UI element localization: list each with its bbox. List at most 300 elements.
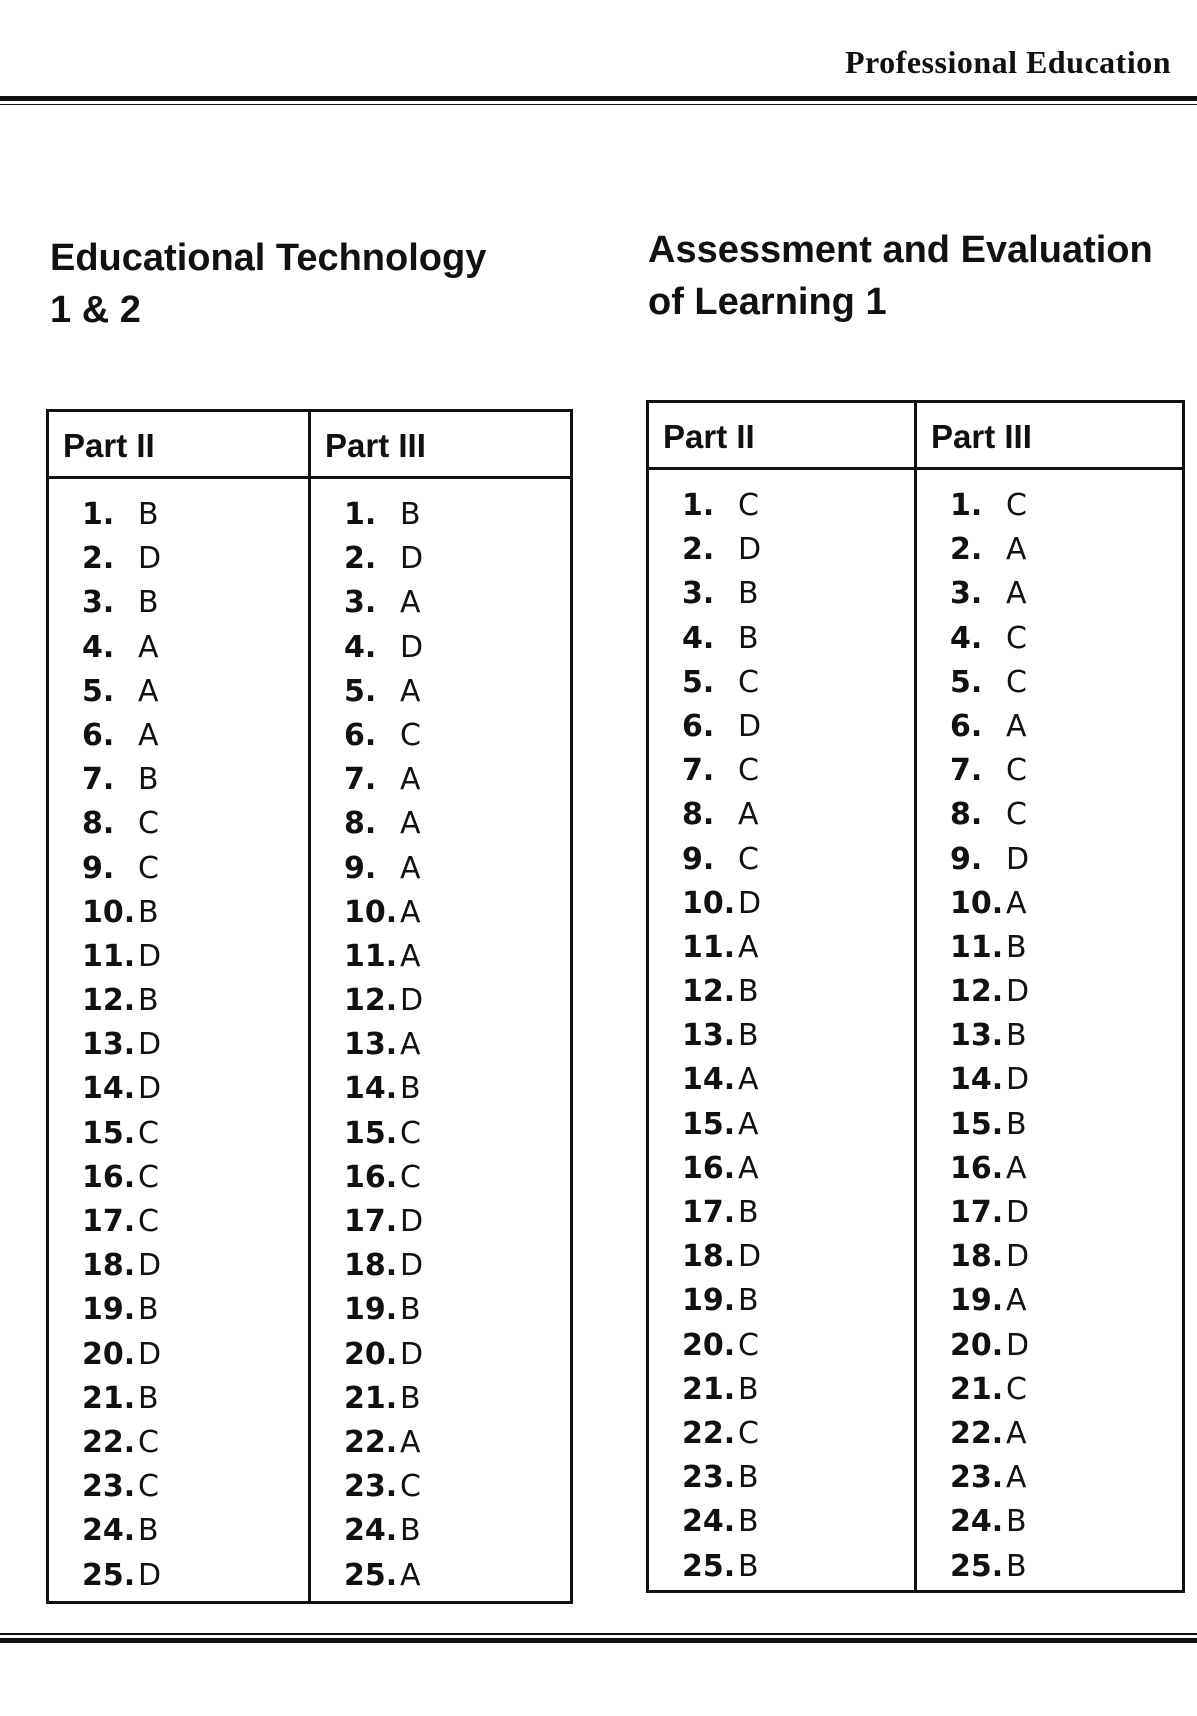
item-answer: B — [738, 1195, 759, 1230]
item-answer: C — [138, 850, 159, 886]
answer-item — [344, 1377, 569, 1421]
answer-item — [682, 1368, 913, 1412]
answer-item — [344, 581, 569, 625]
answer-item — [950, 970, 1181, 1014]
item-answer: C — [138, 1469, 159, 1505]
item-number: 20. — [950, 1327, 1004, 1363]
item-number: 24. — [344, 1513, 398, 1549]
item-number: 18. — [950, 1239, 1004, 1275]
item-answer: C — [1006, 753, 1027, 789]
answer-item — [82, 802, 307, 846]
answer-item — [82, 670, 307, 714]
item-answer: B — [738, 1548, 759, 1584]
item-number: 14. — [682, 1062, 736, 1098]
item-answer: A — [138, 629, 159, 665]
item-answer: A — [400, 762, 421, 798]
answer-item — [82, 979, 307, 1023]
item-answer: B — [400, 1071, 421, 1107]
item-answer: C — [738, 664, 759, 700]
item-answer: A — [738, 1106, 759, 1142]
item-answer: A — [138, 717, 159, 753]
item-answer: D — [1006, 1195, 1030, 1230]
item-answer: A — [400, 850, 421, 886]
answer-item — [950, 1147, 1181, 1191]
item-number: 2. — [950, 532, 983, 568]
item-answer: D — [1006, 1239, 1030, 1275]
section-title-line2: of Learning 1 — [648, 281, 887, 323]
item-number: 23. — [344, 1469, 398, 1505]
item-number: 20. — [344, 1336, 398, 1372]
section-title-line2: 1 & 2 — [50, 289, 141, 331]
item-number: 23. — [82, 1469, 136, 1505]
item-answer: A — [400, 673, 421, 709]
answer-item — [82, 1421, 307, 1465]
answer-item — [82, 1067, 307, 1111]
answer-item — [82, 935, 307, 979]
item-number: 24. — [682, 1504, 736, 1540]
item-number: 17. — [682, 1195, 736, 1230]
item-answer: A — [1006, 1150, 1027, 1186]
item-number: 11. — [344, 938, 398, 974]
answer-item — [682, 1545, 913, 1589]
answer-item — [682, 1279, 913, 1323]
answer-item — [950, 1191, 1181, 1235]
answer-item — [682, 1324, 913, 1368]
item-answer: B — [400, 1292, 421, 1328]
item-number: 14. — [344, 1071, 398, 1107]
item-answer: B — [138, 497, 159, 532]
column-header-part-ii: Part II — [48, 411, 310, 478]
answer-item — [950, 1103, 1181, 1147]
item-number: 22. — [682, 1415, 736, 1451]
section-title-assessment-evaluation — [648, 224, 1153, 328]
answer-item — [82, 493, 307, 537]
answer-item — [82, 1023, 307, 1067]
item-answer: C — [400, 1115, 421, 1151]
item-number: 16. — [950, 1150, 1004, 1186]
item-number: 5. — [344, 673, 377, 709]
item-answer: A — [1006, 532, 1027, 568]
item-number: 7. — [82, 762, 115, 798]
item-number: 16. — [82, 1159, 136, 1195]
answer-item — [682, 1191, 913, 1235]
item-answer: B — [1006, 1504, 1027, 1540]
item-answer: C — [738, 1415, 759, 1451]
answer-item — [82, 537, 307, 581]
answer-item — [344, 1333, 569, 1377]
answer-item — [82, 1156, 307, 1200]
item-answer: D — [138, 1248, 162, 1284]
answer-item — [344, 979, 569, 1023]
item-number: 12. — [950, 974, 1004, 1010]
item-answer: C — [1006, 1371, 1027, 1407]
item-answer: A — [400, 806, 421, 842]
item-number: 1. — [950, 488, 983, 523]
answer-item — [950, 1545, 1181, 1589]
answer-item — [344, 1554, 569, 1598]
answer-item — [682, 1103, 913, 1147]
item-answer: C — [1006, 797, 1027, 833]
item-number: 23. — [682, 1460, 736, 1496]
item-answer: A — [1006, 708, 1027, 744]
answer-column — [916, 469, 1184, 1592]
item-answer: D — [400, 1204, 424, 1239]
item-number: 6. — [950, 708, 983, 744]
answer-item — [682, 528, 913, 572]
answer-item — [82, 1377, 307, 1421]
answer-item — [950, 705, 1181, 749]
item-answer: D — [138, 1557, 162, 1593]
item-number: 16. — [682, 1150, 736, 1186]
item-number: 19. — [950, 1283, 1004, 1319]
item-number: 11. — [82, 938, 136, 974]
answer-item — [682, 926, 913, 970]
item-number: 12. — [82, 983, 136, 1019]
item-number: 7. — [950, 753, 983, 789]
item-number: 4. — [82, 629, 115, 665]
item-answer: D — [738, 1239, 762, 1275]
item-number: 21. — [950, 1371, 1004, 1407]
item-number: 22. — [344, 1424, 398, 1460]
item-answer: C — [738, 488, 759, 523]
item-number: 18. — [344, 1248, 398, 1284]
item-answer: D — [738, 885, 762, 921]
section-title-line1: Educational Technology — [50, 237, 487, 279]
item-number: 2. — [344, 541, 377, 577]
item-number: 1. — [82, 497, 115, 532]
item-number: 12. — [344, 983, 398, 1019]
item-number: 18. — [682, 1239, 736, 1275]
answer-item — [950, 882, 1181, 926]
item-number: 7. — [682, 753, 715, 789]
item-answer: B — [400, 497, 421, 532]
item-answer: B — [400, 1513, 421, 1549]
answer-item — [682, 793, 913, 837]
answer-item — [950, 528, 1181, 572]
answer-item — [682, 705, 913, 749]
answer-item — [344, 1200, 569, 1244]
answer-item — [950, 1058, 1181, 1102]
item-answer: D — [400, 1336, 424, 1372]
item-answer: D — [738, 708, 762, 744]
item-answer: D — [400, 629, 424, 665]
answer-item — [344, 1288, 569, 1332]
item-answer: B — [738, 1504, 759, 1540]
item-number: 14. — [82, 1071, 136, 1107]
answer-item — [682, 1014, 913, 1058]
item-number: 13. — [82, 1027, 136, 1063]
answer-item — [82, 1465, 307, 1509]
item-answer: B — [138, 585, 159, 621]
item-answer: C — [138, 1159, 159, 1195]
item-number: 11. — [950, 929, 1004, 965]
item-answer: A — [400, 1027, 421, 1063]
answer-item — [950, 1412, 1181, 1456]
item-answer: A — [400, 1424, 421, 1460]
item-number: 2. — [82, 541, 115, 577]
answer-column — [648, 469, 916, 1592]
item-number: 9. — [344, 850, 377, 886]
item-number: 19. — [82, 1292, 136, 1328]
item-number: 19. — [682, 1283, 736, 1319]
answer-item — [82, 1244, 307, 1288]
item-number: 23. — [950, 1460, 1004, 1496]
item-number: 10. — [82, 894, 136, 930]
item-number: 6. — [344, 717, 377, 753]
item-number: 5. — [950, 664, 983, 700]
item-answer: C — [738, 1327, 759, 1363]
item-answer: A — [1006, 576, 1027, 612]
item-answer: C — [1006, 664, 1027, 700]
answer-item — [344, 493, 569, 537]
item-answer: C — [400, 717, 421, 753]
item-answer: B — [1006, 1106, 1027, 1142]
answer-item — [682, 617, 913, 661]
item-number: 21. — [82, 1380, 136, 1416]
item-answer: C — [138, 806, 159, 842]
item-number: 17. — [82, 1204, 136, 1239]
item-answer: A — [738, 929, 759, 965]
answer-item — [950, 793, 1181, 837]
item-number: 24. — [950, 1504, 1004, 1540]
item-number: 3. — [682, 576, 715, 612]
answer-column — [310, 478, 572, 1603]
item-answer: A — [738, 1062, 759, 1098]
item-number: 14. — [950, 1062, 1004, 1098]
answer-item — [682, 1500, 913, 1544]
answer-item — [344, 1112, 569, 1156]
bottom-rule — [0, 1633, 1197, 1643]
item-answer: D — [138, 1336, 162, 1372]
item-number: 19. — [344, 1292, 398, 1328]
item-number: 3. — [950, 576, 983, 612]
answer-item — [82, 1333, 307, 1377]
item-number: 13. — [344, 1027, 398, 1063]
answer-item — [950, 572, 1181, 616]
answer-item — [950, 1368, 1181, 1412]
item-number: 17. — [344, 1204, 398, 1239]
answer-item — [950, 617, 1181, 661]
answer-item — [682, 1058, 913, 1102]
answer-item — [682, 572, 913, 616]
item-answer: B — [138, 894, 159, 930]
item-number: 3. — [82, 585, 115, 621]
item-answer: A — [400, 938, 421, 974]
answer-item — [344, 670, 569, 714]
item-answer: C — [1006, 620, 1027, 656]
item-answer: C — [138, 1115, 159, 1151]
answer-item — [682, 882, 913, 926]
top-rule — [0, 96, 1197, 105]
answer-item — [82, 758, 307, 802]
answer-item — [344, 1421, 569, 1465]
answer-item — [344, 802, 569, 846]
item-answer: A — [1006, 1283, 1027, 1319]
item-number: 8. — [82, 806, 115, 842]
item-number: 6. — [82, 717, 115, 753]
item-number: 8. — [344, 806, 377, 842]
item-number: 18. — [82, 1248, 136, 1284]
item-number: 15. — [950, 1106, 1004, 1142]
item-number: 3. — [344, 585, 377, 621]
answer-item — [344, 1244, 569, 1288]
item-number: 9. — [82, 850, 115, 886]
item-answer: A — [1006, 885, 1027, 921]
column-header-part-iii: Part III — [310, 411, 572, 478]
answer-item — [82, 1509, 307, 1553]
item-number: 15. — [82, 1115, 136, 1151]
item-number: 1. — [682, 488, 715, 523]
item-answer: B — [138, 1513, 159, 1549]
item-answer: D — [138, 1027, 162, 1063]
item-answer: B — [738, 1460, 759, 1496]
item-number: 13. — [682, 1018, 736, 1054]
answer-item — [344, 1023, 569, 1067]
item-number: 10. — [950, 885, 1004, 921]
answer-item — [344, 935, 569, 979]
item-answer: D — [1006, 841, 1030, 877]
item-number: 9. — [682, 841, 715, 877]
answer-item — [82, 1112, 307, 1156]
answer-item — [950, 1500, 1181, 1544]
item-answer: A — [400, 1557, 421, 1593]
answer-item — [344, 1509, 569, 1553]
answer-item — [82, 1554, 307, 1598]
answer-item — [950, 1235, 1181, 1279]
item-number: 2. — [682, 532, 715, 568]
answer-item — [82, 1288, 307, 1332]
answer-item — [344, 1156, 569, 1200]
item-number: 22. — [82, 1424, 136, 1460]
answer-item — [950, 1324, 1181, 1368]
answer-item — [344, 891, 569, 935]
answer-item — [344, 537, 569, 581]
item-answer: B — [738, 974, 759, 1010]
item-answer: B — [738, 1371, 759, 1407]
item-answer: B — [138, 1380, 159, 1416]
item-number: 22. — [950, 1415, 1004, 1451]
item-answer: A — [1006, 1460, 1027, 1496]
answer-item — [682, 749, 913, 793]
item-number: 5. — [682, 664, 715, 700]
item-answer: B — [738, 576, 759, 612]
column-header-part-ii: Part II — [648, 402, 916, 469]
item-number: 4. — [682, 620, 715, 656]
item-answer: B — [138, 762, 159, 798]
item-answer: D — [1006, 1327, 1030, 1363]
item-number: 10. — [344, 894, 398, 930]
item-number: 4. — [344, 629, 377, 665]
section-title-educational-technology — [50, 232, 486, 336]
item-number: 6. — [682, 708, 715, 744]
running-head: Professional Education — [845, 44, 1171, 80]
item-number: 20. — [82, 1336, 136, 1372]
answer-item — [950, 1456, 1181, 1500]
item-answer: B — [1006, 1548, 1027, 1584]
item-answer: B — [1006, 929, 1027, 965]
item-number: 5. — [82, 673, 115, 709]
item-answer: D — [1006, 1062, 1030, 1098]
item-number: 11. — [682, 929, 736, 965]
item-answer: C — [400, 1469, 421, 1505]
answer-item — [82, 714, 307, 758]
item-answer: B — [738, 1283, 759, 1319]
item-number: 20. — [682, 1327, 736, 1363]
answer-item — [950, 926, 1181, 970]
item-answer: B — [738, 1018, 759, 1054]
answer-item — [82, 891, 307, 935]
item-number: 17. — [950, 1195, 1004, 1230]
answer-item — [82, 581, 307, 625]
item-answer: B — [400, 1380, 421, 1416]
item-number: 15. — [344, 1115, 398, 1151]
answer-item — [950, 661, 1181, 705]
item-number: 25. — [82, 1557, 136, 1593]
item-answer: B — [738, 620, 759, 656]
item-answer: A — [1006, 1415, 1027, 1451]
item-answer: D — [400, 1248, 424, 1284]
item-number: 15. — [682, 1106, 736, 1142]
answer-key-table-educational-technology — [46, 409, 573, 1604]
item-number: 21. — [682, 1371, 736, 1407]
answer-item — [682, 838, 913, 882]
section-title-line1: Assessment and Evaluation — [648, 229, 1153, 271]
item-answer: B — [138, 983, 159, 1019]
answer-item — [344, 626, 569, 670]
item-number: 16. — [344, 1159, 398, 1195]
answer-item — [82, 1200, 307, 1244]
item-answer: C — [138, 1424, 159, 1460]
item-answer: D — [138, 1071, 162, 1107]
item-answer: D — [400, 983, 424, 1019]
item-number: 8. — [682, 797, 715, 833]
answer-column — [48, 478, 310, 1603]
answer-item — [682, 970, 913, 1014]
answer-item — [682, 1456, 913, 1500]
item-answer: C — [1006, 488, 1027, 523]
item-number: 21. — [344, 1380, 398, 1416]
item-number: 25. — [682, 1548, 736, 1584]
item-answer: D — [400, 541, 424, 577]
item-number: 8. — [950, 797, 983, 833]
item-answer: D — [138, 938, 162, 974]
answer-item — [682, 1147, 913, 1191]
item-answer: A — [738, 1150, 759, 1186]
answer-item — [344, 847, 569, 891]
item-answer: C — [138, 1204, 159, 1239]
item-number: 9. — [950, 841, 983, 877]
answer-item — [682, 661, 913, 705]
item-answer: D — [138, 541, 162, 577]
answer-item — [344, 758, 569, 802]
answer-item — [344, 1465, 569, 1509]
item-number: 12. — [682, 974, 736, 1010]
answer-item — [950, 484, 1181, 528]
item-number: 25. — [950, 1548, 1004, 1584]
answer-item — [950, 749, 1181, 793]
item-answer: D — [738, 532, 762, 568]
item-number: 25. — [344, 1557, 398, 1593]
item-number: 4. — [950, 620, 983, 656]
item-number: 10. — [682, 885, 736, 921]
item-answer: C — [738, 753, 759, 789]
item-answer: B — [1006, 1018, 1027, 1054]
answer-item — [82, 626, 307, 670]
item-number: 13. — [950, 1018, 1004, 1054]
answer-item — [344, 1067, 569, 1111]
answer-key-table-assessment-evaluation — [646, 400, 1185, 1593]
item-number: 1. — [344, 497, 377, 532]
